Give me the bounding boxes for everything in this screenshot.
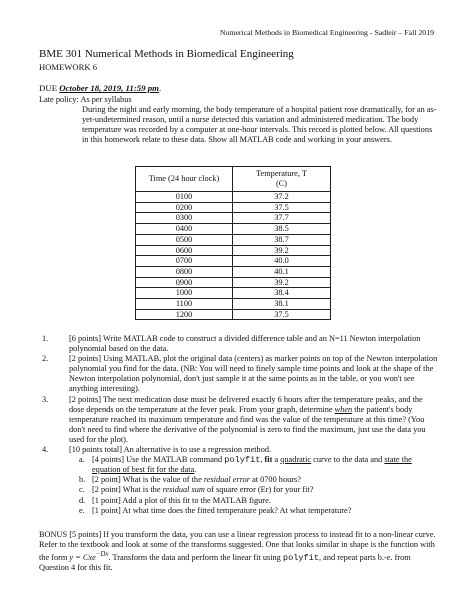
formula-base: y = Cxe [69,552,96,562]
bonus-paragraph [39,530,439,573]
bonus-text-part: , and repeat parts b.-e. from Question 4 for this fit. [39,552,411,573]
temperature-table [135,166,331,320]
question-number: 2. [42,354,49,364]
intro-paragraph: During the night and early morning, the body temperature of a hospital patient rose dramatically, for an as-yet-undetermined reason, until a nurse detected this variation and administered medication. The body temperature was recorded by a computer at one-hour intervals. This record is plotted below. All questions in this homework relate to these data. Show all MATLAB code and working in your answers. [82,105,437,145]
question-text: [6 points] Write MATLAB code to construct a divided difference table and an N=11 Newton interpolation polynomial based on the data. [69,334,421,354]
subquestion-text-part: [4 points] Use the MATLAB command [92,455,225,465]
table-row [136,192,331,203]
question-number: 3. [42,394,49,404]
question-text: [2 points] Using MATLAB, plot the original data (centers) as marker points on top of the Newton interpolation polynomial you find for the data. (NB: You will need to finely sample time points and look at the shape of the Newton interpolation polynomial, don't just sample it at the same points as in the table, or you won't see anything interesting). [69,354,438,394]
temp-cell: 37.7 [233,213,331,224]
question-4 [42,445,438,516]
formula-exponent: −Dx [95,551,109,559]
question-text-part: the patient's body temperature reached its maximum temperature and find was the value of the temperature at this time? (You don't need to find where the derivative of the polynomial is zero to find the maximum, just use the data you used for the plot). [69,404,426,444]
temp-cell: 38.1 [233,299,331,310]
title-block [39,48,294,73]
table-row [136,288,331,299]
subquestion-text: [1 point] At what time does the fitted temperature peak? At what temperature? [92,505,352,515]
time-cell: 0800 [136,266,233,277]
temp-cell: 38.5 [233,224,331,235]
table-row [136,234,331,245]
subquestion-text-part: . [194,465,197,475]
table-row [136,309,331,320]
table-row [136,245,331,256]
course-title: BME 301 Numerical Methods in Biomedical Engineering [39,48,294,60]
subquestion-letter: b. [79,475,86,485]
time-cell: 0500 [136,234,233,245]
question-3 [42,395,438,445]
table-body [136,192,331,320]
running-header: Numerical Methods in Biomedical Engineering - Sadleir – Fall 2019 [219,28,434,37]
question-text: [10 points total] An alternative is to use a regression method. [69,445,272,455]
question-1 [42,334,438,354]
bonus-formula [69,553,108,562]
table-row [136,277,331,288]
table-row [136,299,331,310]
col-header-temperature [233,167,331,192]
bold-fit: fit [264,455,273,465]
time-cell: 1000 [136,288,233,299]
temp-cell: 38.4 [233,288,331,299]
temp-cell: 37.2 [233,192,331,203]
code-polyfit: polyfit [282,552,320,563]
subquestion-a [69,455,438,475]
time-cell: 0100 [136,192,233,203]
emphasis-residual-error: residual error [203,475,250,485]
subquestion-text-part: [2 point] What is the value of the [92,475,204,485]
subquestion-text: [1 point] Add a plot of this fit to the MATLAB figure. [92,495,271,505]
subquestion-e [69,506,438,516]
col-header-temp-line1: Temperature, T [256,169,307,178]
bonus-text-part: BONUS [5 points] If you transform the data, you can use a linear regression process to instead fit to a non-linear curve. Refer to the textbook and look at some of the transforms suggested. One that looks similar in shape is the function with the form [39,530,436,562]
emphasis-when: when [334,404,353,414]
subquestion-list [69,455,438,516]
table-row [136,224,331,235]
temp-cell: 37.5 [233,309,331,320]
temp-cell: 37.5 [233,202,331,213]
time-cell: 0900 [136,277,233,288]
subquestion-text-part: [2 point] What is the [92,485,163,495]
subquestion-letter: d. [79,495,86,505]
temp-cell: 38.7 [233,234,331,245]
subquestion-letter: e. [79,505,85,515]
code-polyfit: polyfit [224,455,261,466]
time-cell: 0600 [136,245,233,256]
question-2 [42,354,438,394]
subquestion-text-part: at 0700 hours? [250,475,301,485]
table-row [136,266,331,277]
subquestion-c [69,485,438,495]
question-number: 1. [42,334,49,343]
subquestion-letter: a. [79,455,85,465]
time-cell: 1200 [136,309,233,320]
emphasis-residual-sum: residual sum [162,485,205,495]
due-date: October 18, 2019, 11:59 pm [59,83,159,93]
underline-quadratic: quadratic [280,455,312,465]
temp-cell: 40.1 [233,266,331,277]
time-cell: 0700 [136,256,233,267]
subquestion-b [69,475,438,485]
question-text [69,395,426,444]
homework-title: HOMEWORK 6 [39,62,98,72]
due-label: DUE [39,83,58,93]
subquestion-letter: c. [79,485,85,495]
subquestion-text-part: a [272,455,281,465]
question-text-part: [2 points] The next medication dose must be delivered exactly 6 hours after the temperature peaks, and the dose depends on the temperature at the fever peak. From your graph, determine [69,394,423,414]
time-cell: 1100 [136,299,233,310]
bonus-text-part: . Transform the data and perform the linear fit using [108,552,283,562]
underline-state-equation: state the equation of best fit for the data [92,455,412,475]
question-number: 4. [42,445,49,455]
due-period: . [159,83,162,93]
table-row [136,202,331,213]
time-cell: 0400 [136,224,233,235]
col-header-temp-line2: (C) [275,179,288,188]
late-policy: Late policy: As per syllabus [39,95,132,104]
subquestion-text-part: of square error (Er) for your fit? [204,485,314,495]
temp-cell: 39.2 [233,277,331,288]
table-row [136,256,331,267]
due-line [39,83,161,93]
subquestion-text-part: , [260,455,265,465]
table-row [136,213,331,224]
temp-cell: 39.2 [233,245,331,256]
col-header-time: Time (24 hour clock) [136,167,233,192]
time-cell: 0300 [136,213,233,224]
table-header-row [136,167,331,192]
temp-cell: 40.0 [233,256,331,267]
time-cell: 0200 [136,202,233,213]
question-list [42,334,438,516]
subquestion-d [69,496,438,506]
subquestion-text-part: curve to the data and [311,455,385,465]
